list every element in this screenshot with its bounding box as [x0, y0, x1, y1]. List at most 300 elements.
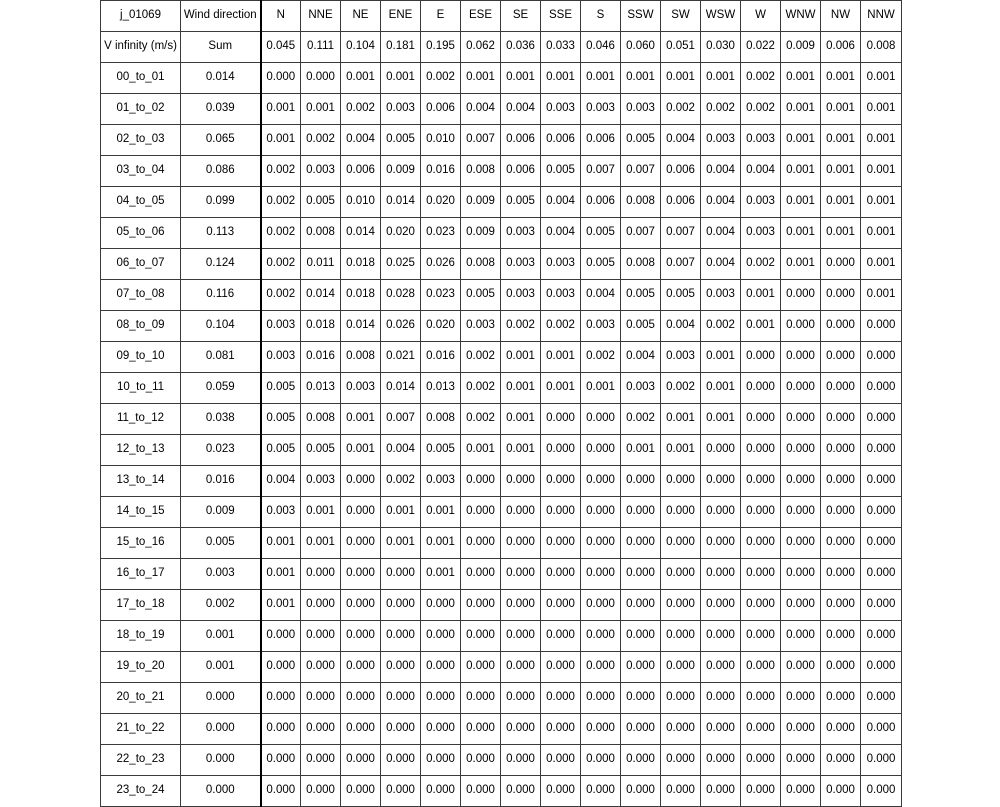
- table-row: [101, 714, 902, 745]
- frequency-cell: 0.003: [741, 125, 781, 156]
- frequency-cell: 0.000: [581, 559, 621, 590]
- frequency-cell: 0.000: [541, 528, 581, 559]
- speed-bin-label: 06_to_07: [101, 249, 181, 280]
- frequency-cell: 0.005: [261, 404, 301, 435]
- frequency-cell: 0.000: [861, 528, 902, 559]
- frequency-cell: 0.000: [541, 776, 581, 807]
- frequency-cell: 0.009: [461, 187, 501, 218]
- frequency-cell: 0.006: [341, 156, 381, 187]
- frequency-cell: 0.000: [861, 683, 902, 714]
- frequency-cell: 0.000: [741, 342, 781, 373]
- frequency-cell: 0.000: [261, 776, 301, 807]
- frequency-cell: 0.000: [741, 714, 781, 745]
- frequency-cell: 0.000: [821, 528, 861, 559]
- frequency-cell: 0.003: [261, 497, 301, 528]
- frequency-cell: 0.004: [501, 94, 541, 125]
- frequency-cell: 0.000: [621, 621, 661, 652]
- frequency-cell: 0.000: [581, 497, 621, 528]
- table-row: [101, 373, 902, 404]
- frequency-cell: 0.001: [861, 187, 902, 218]
- speed-bin-label: 13_to_14: [101, 466, 181, 497]
- frequency-cell: 0.000: [861, 714, 902, 745]
- frequency-cell: 0.000: [301, 621, 341, 652]
- frequency-cell: 0.001: [461, 63, 501, 94]
- frequency-cell: 0.000: [621, 466, 661, 497]
- frequency-cell: 0.009: [461, 218, 501, 249]
- frequency-cell: 0.000: [741, 373, 781, 404]
- frequency-cell: 0.000: [461, 683, 501, 714]
- frequency-cell: 0.006: [541, 125, 581, 156]
- frequency-cell: 0.006: [661, 187, 701, 218]
- frequency-cell: 0.003: [341, 373, 381, 404]
- frequency-cell: 0.001: [781, 187, 821, 218]
- row-sum-cell: 0.000: [181, 776, 261, 807]
- frequency-cell: 0.026: [421, 249, 461, 280]
- frequency-cell: 0.004: [381, 435, 421, 466]
- speed-bin-label: 21_to_22: [101, 714, 181, 745]
- frequency-cell: 0.000: [861, 311, 902, 342]
- frequency-cell: 0.000: [661, 559, 701, 590]
- frequency-cell: 0.001: [781, 63, 821, 94]
- frequency-cell: 0.004: [541, 218, 581, 249]
- frequency-cell: 0.000: [501, 714, 541, 745]
- speed-bin-label: 03_to_04: [101, 156, 181, 187]
- frequency-cell: 0.008: [421, 404, 461, 435]
- frequency-cell: 0.001: [421, 528, 461, 559]
- frequency-cell: 0.000: [821, 311, 861, 342]
- frequency-cell: 0.000: [821, 404, 861, 435]
- frequency-cell: 0.000: [621, 683, 661, 714]
- frequency-cell: 0.000: [621, 714, 661, 745]
- frequency-cell: 0.000: [741, 590, 781, 621]
- frequency-cell: 0.002: [501, 311, 541, 342]
- frequency-cell: 0.000: [341, 745, 381, 776]
- frequency-cell: 0.000: [861, 621, 902, 652]
- frequency-cell: 0.000: [581, 621, 621, 652]
- frequency-cell: 0.000: [741, 745, 781, 776]
- frequency-cell: 0.003: [461, 311, 501, 342]
- direction-header-sse: SSE: [541, 1, 581, 32]
- frequency-cell: 0.001: [861, 156, 902, 187]
- frequency-cell: 0.000: [741, 497, 781, 528]
- frequency-cell: 0.004: [701, 218, 741, 249]
- frequency-cell: 0.000: [581, 652, 621, 683]
- frequency-cell: 0.026: [381, 311, 421, 342]
- frequency-cell: 0.000: [501, 590, 541, 621]
- frequency-cell: 0.000: [581, 776, 621, 807]
- frequency-cell: 0.000: [501, 683, 541, 714]
- frequency-cell: 0.000: [341, 528, 381, 559]
- frequency-cell: 0.002: [581, 342, 621, 373]
- table-row: [101, 528, 902, 559]
- frequency-cell: 0.001: [501, 435, 541, 466]
- frequency-cell: 0.001: [301, 528, 341, 559]
- table-row: [101, 249, 902, 280]
- frequency-cell: 0.000: [461, 714, 501, 745]
- direction-sum-cell: 0.030: [701, 32, 741, 63]
- frequency-cell: 0.003: [541, 249, 581, 280]
- speed-bin-label: 00_to_01: [101, 63, 181, 94]
- frequency-cell: 0.001: [861, 94, 902, 125]
- frequency-cell: 0.000: [501, 621, 541, 652]
- frequency-cell: 0.000: [861, 373, 902, 404]
- frequency-cell: 0.000: [821, 745, 861, 776]
- direction-sum-cell: 0.111: [301, 32, 341, 63]
- table-row: [101, 621, 902, 652]
- frequency-cell: 0.000: [821, 342, 861, 373]
- frequency-cell: 0.000: [741, 404, 781, 435]
- frequency-cell: 0.000: [381, 559, 421, 590]
- direction-sum-cell: 0.195: [421, 32, 461, 63]
- direction-sum-cell: 0.045: [261, 32, 301, 63]
- speed-bin-label: 07_to_08: [101, 280, 181, 311]
- frequency-cell: 0.000: [301, 652, 341, 683]
- frequency-cell: 0.004: [261, 466, 301, 497]
- frequency-cell: 0.000: [501, 652, 541, 683]
- frequency-cell: 0.000: [261, 745, 301, 776]
- speed-bin-label: 18_to_19: [101, 621, 181, 652]
- direction-header-ssw: SSW: [621, 1, 661, 32]
- frequency-cell: 0.003: [261, 311, 301, 342]
- frequency-cell: 0.001: [821, 218, 861, 249]
- frequency-cell: 0.000: [741, 652, 781, 683]
- frequency-cell: 0.000: [741, 683, 781, 714]
- frequency-cell: 0.007: [381, 404, 421, 435]
- frequency-cell: 0.003: [741, 187, 781, 218]
- direction-sum-cell: 0.009: [781, 32, 821, 63]
- frequency-cell: 0.001: [661, 435, 701, 466]
- frequency-cell: 0.000: [701, 466, 741, 497]
- table-row: [101, 187, 902, 218]
- frequency-cell: 0.007: [621, 218, 661, 249]
- frequency-cell: 0.002: [541, 311, 581, 342]
- frequency-cell: 0.001: [701, 342, 741, 373]
- frequency-cell: 0.000: [621, 745, 661, 776]
- frequency-cell: 0.005: [581, 218, 621, 249]
- frequency-cell: 0.002: [381, 466, 421, 497]
- frequency-cell: 0.005: [661, 280, 701, 311]
- row-sum-cell: 0.001: [181, 652, 261, 683]
- frequency-cell: 0.000: [781, 466, 821, 497]
- direction-header-ene: ENE: [381, 1, 421, 32]
- frequency-cell: 0.000: [861, 559, 902, 590]
- row-sum-cell: 0.113: [181, 218, 261, 249]
- frequency-cell: 0.000: [781, 280, 821, 311]
- table-row: [101, 435, 902, 466]
- frequency-cell: 0.005: [421, 435, 461, 466]
- frequency-cell: 0.000: [581, 745, 621, 776]
- frequency-cell: 0.005: [621, 280, 661, 311]
- frequency-cell: 0.000: [661, 590, 701, 621]
- sum-label: Sum: [181, 32, 261, 63]
- frequency-cell: 0.000: [301, 63, 341, 94]
- frequency-cell: 0.000: [781, 745, 821, 776]
- frequency-cell: 0.008: [461, 249, 501, 280]
- frequency-cell: 0.006: [501, 156, 541, 187]
- frequency-cell: 0.023: [421, 280, 461, 311]
- frequency-cell: 0.000: [461, 621, 501, 652]
- frequency-cell: 0.000: [341, 466, 381, 497]
- frequency-cell: 0.000: [661, 683, 701, 714]
- direction-header-ne: NE: [341, 1, 381, 32]
- direction-sum-cell: 0.060: [621, 32, 661, 63]
- frequency-cell: 0.004: [701, 249, 741, 280]
- frequency-cell: 0.000: [701, 528, 741, 559]
- frequency-cell: 0.000: [821, 466, 861, 497]
- frequency-cell: 0.000: [541, 714, 581, 745]
- frequency-cell: 0.002: [301, 125, 341, 156]
- frequency-cell: 0.000: [341, 590, 381, 621]
- frequency-cell: 0.000: [861, 404, 902, 435]
- frequency-cell: 0.000: [301, 559, 341, 590]
- row-sum-cell: 0.003: [181, 559, 261, 590]
- frequency-cell: 0.008: [341, 342, 381, 373]
- frequency-cell: 0.001: [861, 63, 902, 94]
- frequency-cell: 0.000: [741, 528, 781, 559]
- frequency-cell: 0.002: [461, 342, 501, 373]
- frequency-cell: 0.021: [381, 342, 421, 373]
- wind-direction-header: Wind direction: [181, 1, 261, 32]
- frequency-cell: 0.002: [261, 280, 301, 311]
- frequency-cell: 0.001: [861, 280, 902, 311]
- frequency-cell: 0.003: [301, 156, 341, 187]
- frequency-cell: 0.007: [581, 156, 621, 187]
- frequency-cell: 0.000: [821, 590, 861, 621]
- speed-bin-label: 22_to_23: [101, 745, 181, 776]
- frequency-cell: 0.001: [581, 63, 621, 94]
- frequency-cell: 0.004: [701, 187, 741, 218]
- frequency-cell: 0.000: [621, 652, 661, 683]
- row-sum-cell: 0.038: [181, 404, 261, 435]
- frequency-cell: 0.001: [541, 373, 581, 404]
- frequency-cell: 0.014: [341, 218, 381, 249]
- direction-header-s: S: [581, 1, 621, 32]
- frequency-cell: 0.006: [421, 94, 461, 125]
- frequency-cell: 0.001: [541, 342, 581, 373]
- frequency-cell: 0.000: [541, 466, 581, 497]
- frequency-cell: 0.000: [541, 621, 581, 652]
- frequency-cell: 0.002: [661, 94, 701, 125]
- frequency-cell: 0.010: [341, 187, 381, 218]
- frequency-cell: 0.000: [381, 590, 421, 621]
- frequency-cell: 0.002: [421, 63, 461, 94]
- frequency-cell: 0.000: [341, 621, 381, 652]
- frequency-cell: 0.000: [461, 776, 501, 807]
- frequency-cell: 0.005: [261, 373, 301, 404]
- frequency-cell: 0.000: [421, 776, 461, 807]
- frequency-cell: 0.001: [861, 125, 902, 156]
- frequency-cell: 0.004: [661, 311, 701, 342]
- table-row: [101, 156, 902, 187]
- frequency-cell: 0.000: [341, 652, 381, 683]
- frequency-cell: 0.000: [621, 497, 661, 528]
- frequency-cell: 0.000: [421, 683, 461, 714]
- frequency-cell: 0.000: [781, 404, 821, 435]
- frequency-cell: 0.000: [781, 311, 821, 342]
- frequency-cell: 0.000: [781, 683, 821, 714]
- frequency-cell: 0.003: [541, 94, 581, 125]
- frequency-cell: 0.001: [581, 373, 621, 404]
- sum-row: [101, 32, 902, 63]
- frequency-cell: 0.007: [661, 249, 701, 280]
- frequency-cell: 0.003: [581, 311, 621, 342]
- frequency-cell: 0.000: [621, 528, 661, 559]
- frequency-cell: 0.000: [661, 714, 701, 745]
- frequency-cell: 0.020: [381, 218, 421, 249]
- speed-bin-label: 09_to_10: [101, 342, 181, 373]
- frequency-cell: 0.002: [261, 156, 301, 187]
- frequency-cell: 0.000: [821, 497, 861, 528]
- row-sum-cell: 0.099: [181, 187, 261, 218]
- frequency-cell: 0.000: [301, 590, 341, 621]
- frequency-cell: 0.001: [621, 435, 661, 466]
- frequency-cell: 0.001: [261, 125, 301, 156]
- frequency-cell: 0.000: [821, 280, 861, 311]
- frequency-cell: 0.000: [261, 652, 301, 683]
- frequency-cell: 0.008: [301, 218, 341, 249]
- speed-bin-label: 08_to_09: [101, 311, 181, 342]
- frequency-cell: 0.001: [501, 373, 541, 404]
- frequency-cell: 0.001: [781, 218, 821, 249]
- frequency-cell: 0.001: [301, 94, 341, 125]
- frequency-cell: 0.000: [501, 497, 541, 528]
- frequency-cell: 0.016: [421, 156, 461, 187]
- frequency-cell: 0.002: [621, 404, 661, 435]
- speed-bin-label: 20_to_21: [101, 683, 181, 714]
- frequency-cell: 0.003: [501, 280, 541, 311]
- frequency-cell: 0.000: [781, 559, 821, 590]
- frequency-cell: 0.020: [421, 311, 461, 342]
- speed-bin-label: 15_to_16: [101, 528, 181, 559]
- frequency-cell: 0.004: [741, 156, 781, 187]
- frequency-cell: 0.000: [461, 466, 501, 497]
- direction-header-w: W: [741, 1, 781, 32]
- frequency-cell: 0.000: [861, 590, 902, 621]
- frequency-cell: 0.008: [621, 187, 661, 218]
- frequency-cell: 0.000: [701, 590, 741, 621]
- speed-bin-label: 17_to_18: [101, 590, 181, 621]
- frequency-cell: 0.018: [341, 249, 381, 280]
- frequency-cell: 0.001: [501, 404, 541, 435]
- frequency-cell: 0.008: [461, 156, 501, 187]
- direction-sum-cell: 0.006: [821, 32, 861, 63]
- frequency-cell: 0.005: [301, 435, 341, 466]
- frequency-cell: 0.001: [261, 94, 301, 125]
- frequency-cell: 0.000: [701, 652, 741, 683]
- frequency-cell: 0.000: [821, 559, 861, 590]
- frequency-cell: 0.000: [701, 435, 741, 466]
- frequency-cell: 0.016: [301, 342, 341, 373]
- frequency-cell: 0.010: [421, 125, 461, 156]
- frequency-cell: 0.016: [421, 342, 461, 373]
- frequency-cell: 0.002: [741, 63, 781, 94]
- frequency-cell: 0.000: [701, 714, 741, 745]
- frequency-cell: 0.003: [261, 342, 301, 373]
- frequency-cell: 0.000: [781, 373, 821, 404]
- frequency-cell: 0.001: [301, 497, 341, 528]
- frequency-cell: 0.002: [261, 187, 301, 218]
- frequency-cell: 0.000: [821, 652, 861, 683]
- table-row: [101, 94, 902, 125]
- frequency-cell: 0.003: [381, 94, 421, 125]
- frequency-cell: 0.000: [381, 652, 421, 683]
- frequency-cell: 0.002: [701, 311, 741, 342]
- speed-bin-label: 12_to_13: [101, 435, 181, 466]
- frequency-cell: 0.003: [501, 249, 541, 280]
- frequency-cell: 0.000: [381, 776, 421, 807]
- frequency-cell: 0.000: [821, 435, 861, 466]
- frequency-cell: 0.000: [661, 776, 701, 807]
- frequency-cell: 0.000: [261, 621, 301, 652]
- frequency-cell: 0.000: [541, 652, 581, 683]
- frequency-cell: 0.000: [701, 683, 741, 714]
- direction-header-e: E: [421, 1, 461, 32]
- direction-header-wnw: WNW: [781, 1, 821, 32]
- frequency-cell: 0.001: [661, 63, 701, 94]
- frequency-cell: 0.000: [781, 714, 821, 745]
- frequency-cell: 0.000: [701, 497, 741, 528]
- frequency-cell: 0.002: [341, 94, 381, 125]
- table-row: [101, 63, 902, 94]
- frequency-cell: 0.001: [821, 125, 861, 156]
- row-sum-cell: 0.001: [181, 621, 261, 652]
- frequency-cell: 0.000: [661, 621, 701, 652]
- wind-frequency-table: [100, 0, 902, 807]
- frequency-cell: 0.013: [421, 373, 461, 404]
- frequency-cell: 0.000: [501, 559, 541, 590]
- frequency-cell: 0.000: [821, 373, 861, 404]
- frequency-cell: 0.000: [461, 559, 501, 590]
- frequency-cell: 0.001: [341, 63, 381, 94]
- frequency-cell: 0.000: [661, 497, 701, 528]
- frequency-cell: 0.014: [381, 373, 421, 404]
- frequency-cell: 0.020: [421, 187, 461, 218]
- frequency-cell: 0.001: [421, 559, 461, 590]
- frequency-cell: 0.003: [541, 280, 581, 311]
- frequency-cell: 0.000: [741, 466, 781, 497]
- frequency-cell: 0.000: [381, 745, 421, 776]
- frequency-cell: 0.000: [621, 776, 661, 807]
- row-sum-cell: 0.081: [181, 342, 261, 373]
- frequency-cell: 0.002: [741, 94, 781, 125]
- frequency-cell: 0.028: [381, 280, 421, 311]
- frequency-cell: 0.006: [661, 156, 701, 187]
- frequency-cell: 0.004: [621, 342, 661, 373]
- frequency-cell: 0.000: [701, 559, 741, 590]
- frequency-cell: 0.001: [861, 218, 902, 249]
- frequency-cell: 0.000: [341, 497, 381, 528]
- table-row: [101, 280, 902, 311]
- frequency-cell: 0.000: [541, 745, 581, 776]
- frequency-cell: 0.000: [461, 652, 501, 683]
- frequency-cell: 0.000: [861, 745, 902, 776]
- frequency-cell: 0.000: [581, 466, 621, 497]
- frequency-cell: 0.004: [661, 125, 701, 156]
- frequency-cell: 0.005: [501, 187, 541, 218]
- frequency-cell: 0.000: [421, 621, 461, 652]
- frequency-cell: 0.003: [301, 466, 341, 497]
- frequency-cell: 0.000: [781, 776, 821, 807]
- speed-bin-label: 02_to_03: [101, 125, 181, 156]
- frequency-cell: 0.002: [701, 94, 741, 125]
- frequency-cell: 0.000: [861, 435, 902, 466]
- frequency-cell: 0.000: [461, 497, 501, 528]
- frequency-cell: 0.001: [781, 94, 821, 125]
- row-sum-cell: 0.000: [181, 745, 261, 776]
- direction-header-sw: SW: [661, 1, 701, 32]
- row-sum-cell: 0.016: [181, 466, 261, 497]
- frequency-cell: 0.000: [741, 435, 781, 466]
